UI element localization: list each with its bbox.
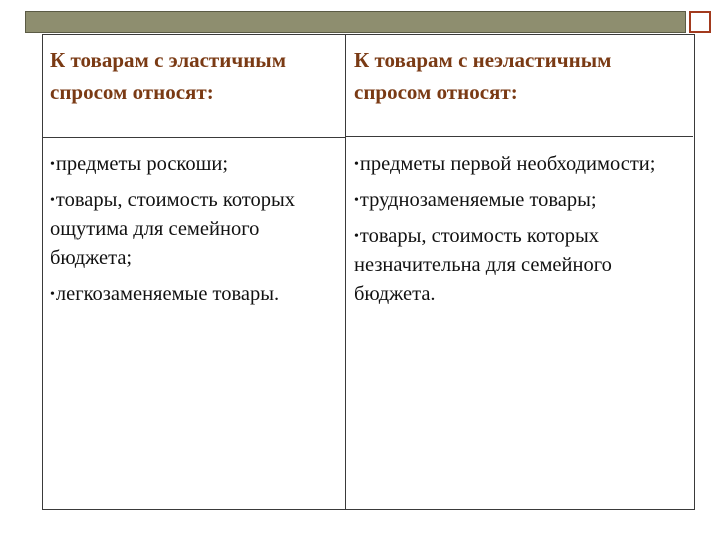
bullet-icon: • [354, 193, 359, 208]
list-item-text: легкозаменяемые товары. [55, 283, 280, 305]
inelastic-column-header: К товарам с неэластичным спросом относят: [354, 48, 612, 104]
list-item [354, 222, 692, 309]
list-item-text: труднозаменяемые товары; [359, 189, 597, 211]
elastic-column-header: К товарам с эластичным спросом относят: [50, 48, 286, 104]
bullet-icon: • [50, 287, 55, 302]
column-divider [345, 35, 346, 509]
comparison-table [42, 34, 695, 510]
list-item-text: товары, стоимость которых незначительна для семейного бюджета. [354, 225, 612, 305]
list-item-text: предметы первой необходимости; [359, 153, 656, 175]
slide-top-bar [25, 11, 686, 33]
list-item [50, 150, 338, 179]
list-item [50, 280, 338, 309]
bullet-icon: • [354, 229, 359, 244]
elastic-items-list [50, 150, 338, 316]
list-item [50, 186, 338, 273]
header-divider-right [346, 136, 693, 137]
corner-square-decoration [689, 11, 711, 33]
list-item [354, 150, 692, 179]
header-divider-left [43, 137, 345, 138]
bullet-icon: • [50, 157, 55, 172]
list-item-text: предметы роскоши; [55, 153, 229, 175]
inelastic-items-list [354, 150, 692, 316]
bullet-icon: • [354, 157, 359, 172]
list-item-text: товары, стоимость которых ощутима для семейного бюджета; [50, 189, 296, 269]
bullet-icon: • [50, 193, 55, 208]
list-item [354, 186, 692, 215]
